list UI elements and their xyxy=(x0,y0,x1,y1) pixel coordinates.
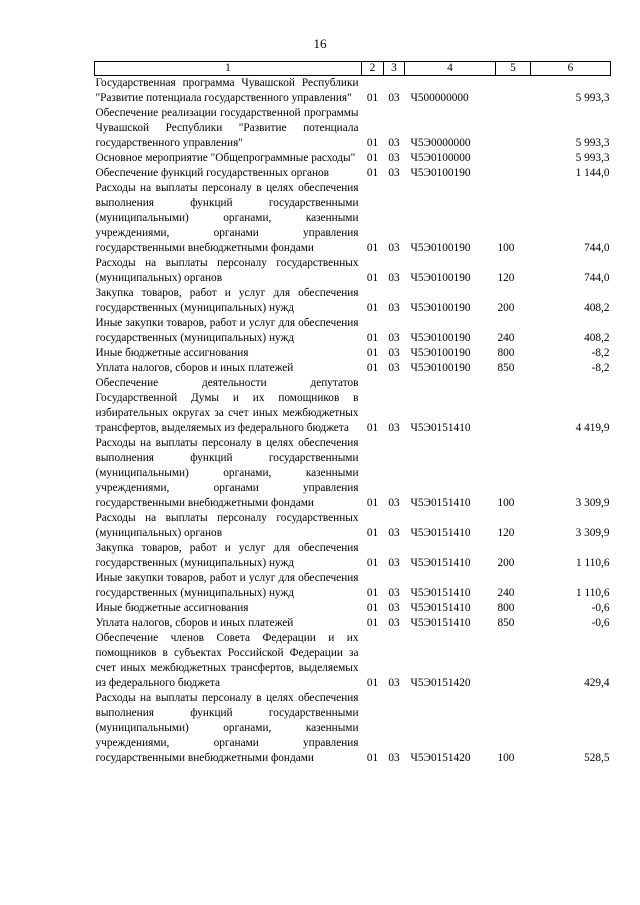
expense-type-code: 850 xyxy=(497,617,515,629)
table-row xyxy=(95,316,611,346)
subsection-code: 03 xyxy=(388,272,400,284)
expense-type-code xyxy=(496,151,531,166)
subsection-code: 03 xyxy=(388,602,400,614)
target-article-code: Ч5Э0151410 xyxy=(410,497,471,509)
subsection-code: 03 xyxy=(388,557,400,569)
expense-type-code: 200 xyxy=(497,557,515,569)
section-code: 01 xyxy=(366,92,379,104)
row-name: Обеспечение реализации государственной программы Чувашской Республики "Развитие потенциала государственного управления" xyxy=(95,107,359,149)
row-name: Расходы на выплаты персоналу в целях обеспечения выполнения функций государственными (муниципальными) органами, казенными учреждениями, органами управления государственными внебюджетными фондами xyxy=(95,692,359,764)
amount: -8,2 xyxy=(591,347,610,359)
row-name: Иные бюджетные ассигнования xyxy=(95,602,249,614)
target-article-code: Ч5Э0151410 xyxy=(410,422,471,434)
table-row xyxy=(95,601,611,616)
table-row xyxy=(95,571,611,601)
subsection-code: 03 xyxy=(388,167,400,179)
target-article-code: Ч5Э0151410 xyxy=(410,617,471,629)
amount: -0,6 xyxy=(591,617,610,629)
expense-type-code: 120 xyxy=(497,272,515,284)
amount: 408,2 xyxy=(584,332,610,344)
target-article-code: Ч5Э0151410 xyxy=(410,527,471,539)
table-row xyxy=(95,631,611,691)
amount: 4 419,9 xyxy=(575,422,610,434)
budget-table xyxy=(94,61,611,766)
section-code: 01 xyxy=(366,557,379,569)
subsection-code: 03 xyxy=(388,527,400,539)
amount: 408,2 xyxy=(584,302,610,314)
target-article-code: Ч5Э0100000 xyxy=(410,152,471,164)
target-article-code: Ч5Э0100190 xyxy=(410,302,471,314)
page-number: 16 xyxy=(313,36,327,51)
subsection-code: 03 xyxy=(388,752,400,764)
column-header-2: 2 xyxy=(362,62,384,76)
amount: 1 110,6 xyxy=(576,557,610,569)
table-row xyxy=(95,616,611,631)
section-code: 01 xyxy=(366,752,379,764)
section-code: 01 xyxy=(366,302,379,314)
subsection-code: 03 xyxy=(388,152,400,164)
row-name: Иные закупки товаров, работ и услуг для обеспечения государственных (муниципальных) нужд xyxy=(95,572,359,599)
subsection-code: 03 xyxy=(388,347,400,359)
row-name: Закупка товаров, работ и услуг для обеспечения государственных (муниципальных) нужд xyxy=(95,287,359,314)
subsection-code: 03 xyxy=(388,92,400,104)
section-code: 01 xyxy=(366,167,379,179)
subsection-code: 03 xyxy=(388,137,400,149)
target-article-code: Ч500000000 xyxy=(410,92,469,104)
expense-type-code xyxy=(496,106,531,151)
subsection-code: 03 xyxy=(388,617,400,629)
target-article-code: Ч5Э0100190 xyxy=(410,347,471,359)
subsection-code: 03 xyxy=(388,362,400,374)
section-code: 01 xyxy=(366,332,379,344)
subsection-code: 03 xyxy=(388,587,400,599)
column-header-1: 1 xyxy=(95,62,362,76)
section-code: 01 xyxy=(366,617,379,629)
expense-type-code xyxy=(496,631,531,691)
table-row xyxy=(95,76,611,107)
target-article-code: Ч5Э0100190 xyxy=(410,332,471,344)
subsection-code: 03 xyxy=(388,677,400,689)
expense-type-code xyxy=(496,376,531,436)
expense-type-code: 240 xyxy=(497,587,515,599)
target-article-code: Ч5Э0100190 xyxy=(410,362,471,374)
table-row xyxy=(95,151,611,166)
amount: 744,0 xyxy=(584,242,610,254)
section-code: 01 xyxy=(366,242,379,254)
target-article-code: Ч5Э0000000 xyxy=(410,137,471,149)
expense-type-code xyxy=(496,76,531,107)
row-name: Иные закупки товаров, работ и услуг для обеспечения государственных (муниципальных) нужд xyxy=(95,317,359,344)
target-article-code: Ч5Э0100190 xyxy=(410,272,471,284)
amount: 1 110,6 xyxy=(576,587,610,599)
table-row xyxy=(95,181,611,256)
table-row xyxy=(95,361,611,376)
table-row xyxy=(95,511,611,541)
expense-type-code xyxy=(496,166,531,181)
column-header-4: 4 xyxy=(405,62,496,76)
amount: 429,4 xyxy=(584,677,610,689)
row-name: Расходы на выплаты персоналу в целях обеспечения выполнения функций государственными (муниципальными) органами, казенными учреждениями, органами управления государственными внебюджетными фондами xyxy=(95,437,359,509)
table-row xyxy=(95,376,611,436)
row-name: Государственная программа Чувашской Республики "Развитие потенциала государственного управления" xyxy=(95,77,359,104)
target-article-code: Ч5Э0100190 xyxy=(410,167,471,179)
section-code: 01 xyxy=(366,152,379,164)
table-row xyxy=(95,106,611,151)
target-article-code: Ч5Э0151420 xyxy=(410,752,471,764)
subsection-code: 03 xyxy=(388,332,400,344)
row-name: Обеспечение функций государственных органов xyxy=(95,167,330,179)
amount: 5 993,3 xyxy=(575,152,610,164)
amount: -8,2 xyxy=(591,362,610,374)
target-article-code: Ч5Э0151410 xyxy=(410,557,471,569)
expense-type-code: 240 xyxy=(497,332,515,344)
row-name: Основное мероприятие "Общепрограммные расходы" xyxy=(95,152,356,164)
expense-type-code: 120 xyxy=(497,527,515,539)
expense-type-code: 100 xyxy=(497,242,515,254)
subsection-code: 03 xyxy=(388,302,400,314)
section-code: 01 xyxy=(366,497,379,509)
expense-type-code: 800 xyxy=(497,347,515,359)
table-row xyxy=(95,436,611,511)
row-name: Уплата налогов, сборов и иных платежей xyxy=(95,362,294,374)
table-row xyxy=(95,286,611,316)
subsection-code: 03 xyxy=(388,497,400,509)
target-article-code: Ч5Э0151410 xyxy=(410,602,471,614)
section-code: 01 xyxy=(366,272,379,284)
section-code: 01 xyxy=(366,422,379,434)
expense-type-code: 850 xyxy=(497,362,515,374)
section-code: 01 xyxy=(366,347,379,359)
table-body xyxy=(95,76,611,767)
amount: 1 144,0 xyxy=(575,167,610,179)
amount: -0,6 xyxy=(591,602,610,614)
row-name: Обеспечение членов Совета Федерации и их помощников в субъектах Российской Федерации за счет иных межбюджетных трансфертов, выделяемых из федерального бюджета xyxy=(95,632,359,689)
table-row xyxy=(95,256,611,286)
column-header-6: 6 xyxy=(531,62,611,76)
table-row xyxy=(95,166,611,181)
expense-type-code: 100 xyxy=(497,497,515,509)
amount: 5 993,3 xyxy=(575,92,610,104)
target-article-code: Ч5Э0151420 xyxy=(410,677,471,689)
row-name: Обеспечение деятельности депутатов Государственной Думы и их помощников в избирательных округах за счет иных межбюджетных трансфертов, выделяемых из федерального бюджета xyxy=(95,377,359,434)
amount: 3 309,9 xyxy=(575,497,610,509)
subsection-code: 03 xyxy=(388,422,400,434)
section-code: 01 xyxy=(366,677,379,689)
expense-type-code: 100 xyxy=(497,752,515,764)
amount: 744,0 xyxy=(584,272,610,284)
expense-type-code: 800 xyxy=(497,602,515,614)
table-row xyxy=(95,346,611,361)
column-number-row xyxy=(95,62,611,76)
subsection-code: 03 xyxy=(388,242,400,254)
row-name: Расходы на выплаты персоналу государственных (муниципальных) органов xyxy=(95,512,359,539)
row-name: Иные бюджетные ассигнования xyxy=(95,347,249,359)
amount: 528,5 xyxy=(584,752,610,764)
column-header-5: 5 xyxy=(496,62,531,76)
expense-type-code: 200 xyxy=(497,302,515,314)
section-code: 01 xyxy=(366,137,379,149)
section-code: 01 xyxy=(366,602,379,614)
row-name: Расходы на выплаты персоналу государственных (муниципальных) органов xyxy=(95,257,359,284)
table-row xyxy=(95,691,611,766)
section-code: 01 xyxy=(366,527,379,539)
amount: 3 309,9 xyxy=(575,527,610,539)
column-header-3: 3 xyxy=(384,62,405,76)
table-row xyxy=(95,541,611,571)
target-article-code: Ч5Э0151410 xyxy=(410,587,471,599)
section-code: 01 xyxy=(366,362,379,374)
row-name: Расходы на выплаты персоналу в целях обеспечения выполнения функций государственными (муниципальными) органами, казенными учреждениями, органами управления государственными внебюджетными фондами xyxy=(95,182,359,254)
row-name: Уплата налогов, сборов и иных платежей xyxy=(95,617,294,629)
amount: 5 993,3 xyxy=(575,137,610,149)
row-name: Закупка товаров, работ и услуг для обеспечения государственных (муниципальных) нужд xyxy=(95,542,359,569)
target-article-code: Ч5Э0100190 xyxy=(410,242,471,254)
section-code: 01 xyxy=(366,587,379,599)
